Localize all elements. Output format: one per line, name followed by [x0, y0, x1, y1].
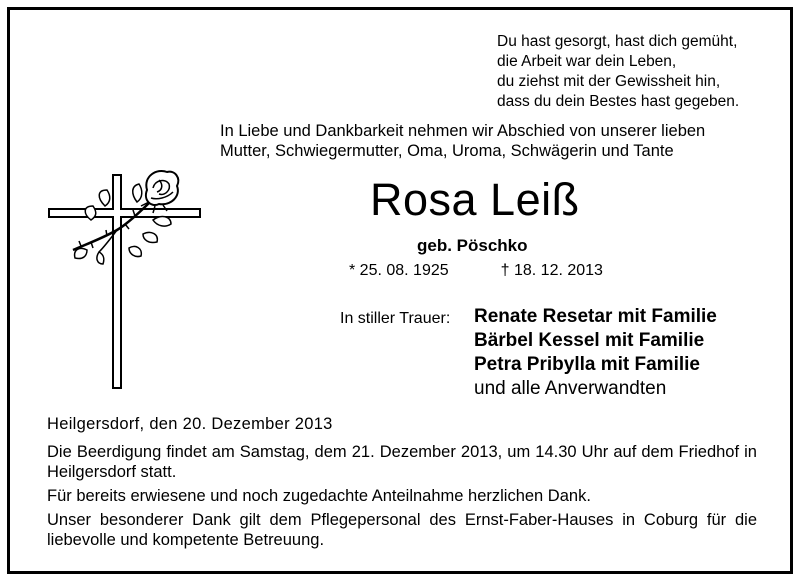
- footer-text: [47, 414, 757, 554]
- poem-line: du ziehst mit der Gewissheit hin,: [497, 73, 721, 90]
- cross-with-rose-icon: [47, 168, 207, 390]
- poem-line: dass du dein Bestes hast gegeben.: [497, 93, 740, 110]
- deceased-name: Rosa Leiß: [370, 174, 580, 225]
- poem-line: die Arbeit war dein Leben,: [497, 53, 677, 70]
- mourner-family: Petra Pribylla mit Familie: [474, 354, 700, 375]
- mourner-family: Renate Resetar mit Familie: [474, 306, 717, 327]
- intro-text: [220, 121, 705, 161]
- death-date: † 18. 12. 2013: [500, 262, 603, 279]
- intro-line: In Liebe und Dankbarkeit nehmen wir Abschied von unserer lieben: [220, 122, 706, 140]
- thanks-text: Für bereits erwiesene und noch zugedachte Anteilnahme herzlichen Dank.: [47, 487, 591, 505]
- mourner-family: Bärbel Kessel mit Familie: [474, 330, 705, 351]
- funeral-notice: Die Beerdigung findet am Samstag, dem 21. Dezember 2013, um 14.30 Uhr auf dem Friedhof in Heilgersdorf statt.: [47, 443, 757, 481]
- poem: [497, 32, 739, 112]
- place-date: Heilgersdorf, den 20. Dezember 2013: [47, 415, 333, 433]
- mourning-label: In stiller Trauer:: [340, 310, 451, 327]
- special-thanks-text: Unser besonderer Dank gilt dem Pflegepersonal des Ernst-Faber-Hauses in Coburg für die liebevolle und kompetente Betreuung.: [47, 511, 757, 549]
- mourner-relatives: und alle Anverwandten: [474, 378, 667, 399]
- birth-date: * 25. 08. 1925: [349, 262, 449, 279]
- life-dates: [349, 262, 603, 280]
- poem-line: Du hast gesorgt, hast dich gemüht,: [497, 33, 738, 50]
- intro-line: Mutter, Schwiegermutter, Oma, Uroma, Schwägerin und Tante: [220, 142, 674, 160]
- maiden-name: geb. Pöschko: [417, 236, 528, 255]
- mourners-list: [474, 305, 717, 401]
